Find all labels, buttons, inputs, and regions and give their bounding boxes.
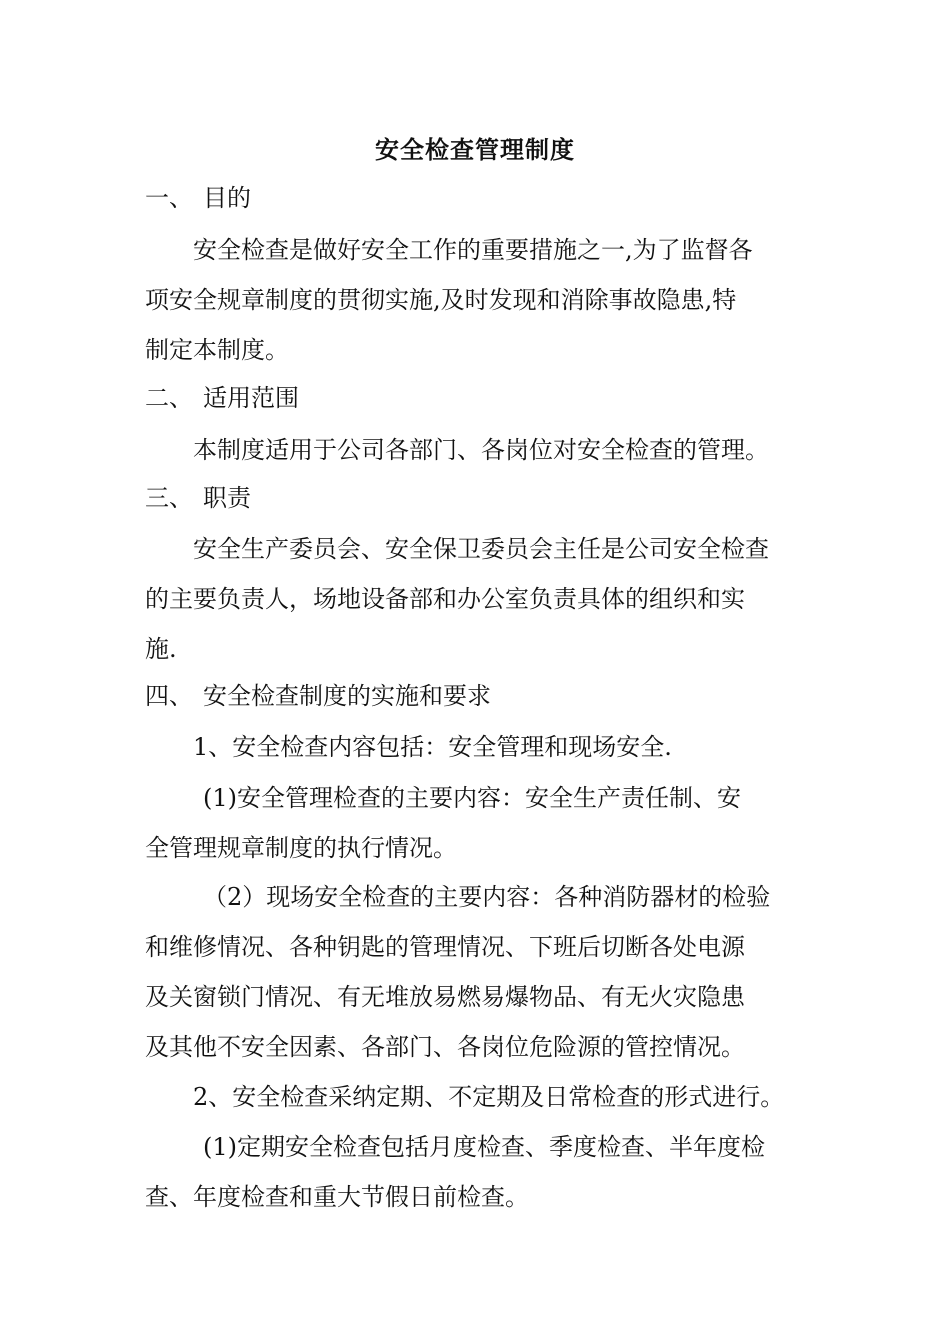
section-heading-purpose — [145, 178, 251, 218]
text-line: 和维修情况、各种钥匙的管理情况、下班后切断各处电源 — [145, 933, 745, 961]
section-number: 四、 — [145, 682, 193, 710]
section-heading-responsibilities — [145, 478, 251, 518]
text-line: 全管理规章制度的执行情况。 — [145, 834, 457, 862]
section-title: 适用范围 — [203, 384, 299, 412]
text-line: 施. — [145, 635, 177, 663]
section-number: 二、 — [145, 384, 193, 412]
section-title: 安全检查制度的实施和要求 — [203, 682, 491, 710]
text-line: （2）现场安全检查的主要内容：各种消防器材的检验 — [203, 883, 771, 911]
text-line: 项安全规章制度的贯彻实施,及时发现和消除事故隐患,特 — [145, 286, 737, 314]
section-heading-scope — [145, 378, 299, 418]
section-number: 一、 — [145, 184, 193, 212]
section-title: 职责 — [203, 484, 251, 512]
paragraph-subitem-3 — [145, 1122, 807, 1222]
paragraph-subitem-1 — [145, 773, 807, 873]
paragraph-scope — [145, 425, 807, 475]
section-heading-implementation — [145, 676, 491, 716]
paragraph-purpose — [145, 225, 807, 375]
text-line: 及关窗锁门情况、有无堆放易燃易爆物品、有无火灾隐患 — [145, 983, 745, 1011]
document-title: 安全检查管理制度 — [375, 135, 575, 164]
paragraph-item-1 — [145, 722, 807, 772]
section-number: 三、 — [145, 484, 193, 512]
text-line: 安全生产委员会、安全保卫委员会主任是公司安全检查 — [193, 535, 769, 563]
text-line: (1)定期安全检查包括月度检查、季度检查、半年度检 — [203, 1133, 765, 1161]
text-line: 的主要负责人，场地设备部和办公室负责具体的组织和实 — [145, 585, 745, 613]
text-line: (1)安全管理检查的主要内容：安全生产责任制、安 — [203, 784, 741, 812]
paragraph-item-2 — [145, 1072, 807, 1122]
text-line: 查、年度检查和重大节假日前检查。 — [145, 1183, 529, 1211]
paragraph-subitem-2 — [145, 872, 807, 1072]
text-line: 本制度适用于公司各部门、各岗位对安全检查的管理。 — [193, 436, 769, 464]
text-line: 制定本制度。 — [145, 336, 289, 364]
section-title: 目的 — [203, 184, 251, 212]
text-line: 安全检查是做好安全工作的重要措施之一,为了监督各 — [193, 236, 753, 264]
text-line: 及其他不安全因素、各部门、各岗位危险源的管控情况。 — [145, 1033, 745, 1061]
paragraph-responsibilities — [145, 524, 807, 674]
text-line: 2、安全检查采纳定期、不定期及日常检查的形式进行。 — [193, 1083, 785, 1111]
text-line: 1、安全检查内容包括：安全管理和现场安全. — [193, 733, 672, 761]
